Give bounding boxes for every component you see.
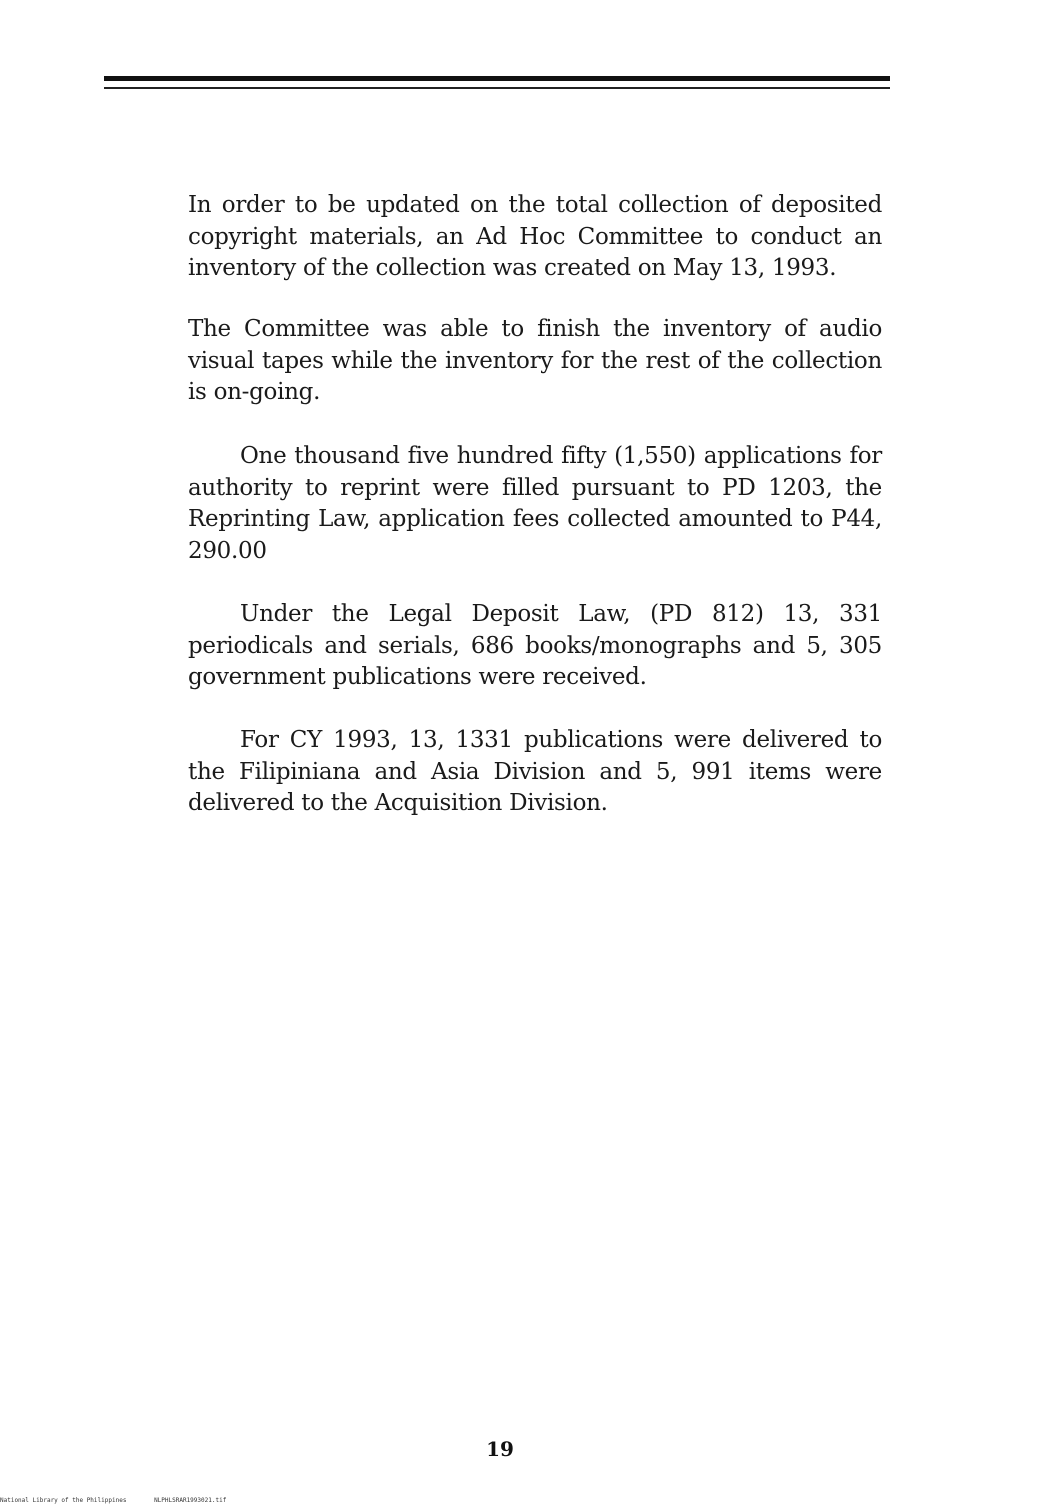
scan-footer xyxy=(0,1497,250,1504)
paragraph-ad-hoc-committee: In order to be updated on the total collection of deposited copyright materials, an Ad Hoc Committee to conduct an inventory of the collection was created on May 13, 1993. xyxy=(188,192,882,281)
paragraph-deliveries: For CY 1993, 13, 1331 publications were delivered to the Filipiniana and Asia Division and 5, 991 items were delivered to the Acquisition Division. xyxy=(188,727,882,816)
header-rule-thick xyxy=(104,76,890,81)
paragraph-inventory-status: The Committee was able to finish the inventory of audio visual tapes while the inventory for the rest of the collection is on-going. xyxy=(188,316,882,405)
paragraph-reprint-applications: One thousand five hundred fifty (1,550) applications for authority to reprint were filled pursuant to PD 1203, the Reprinting Law, application fees collected amounted to P44, 290.00 xyxy=(188,443,882,564)
footer-institution: National Library of the Philippines xyxy=(0,1497,127,1504)
footer-filename: NLPHLSRAR1993021.tif xyxy=(154,1497,227,1504)
page-number: 19 xyxy=(486,1437,514,1461)
paragraph-legal-deposit: Under the Legal Deposit Law, (PD 812) 13, 331 periodicals and serials, 686 books/monographs and 5, 305 government publications were received. xyxy=(188,601,882,690)
header-rule-thin xyxy=(104,87,890,89)
